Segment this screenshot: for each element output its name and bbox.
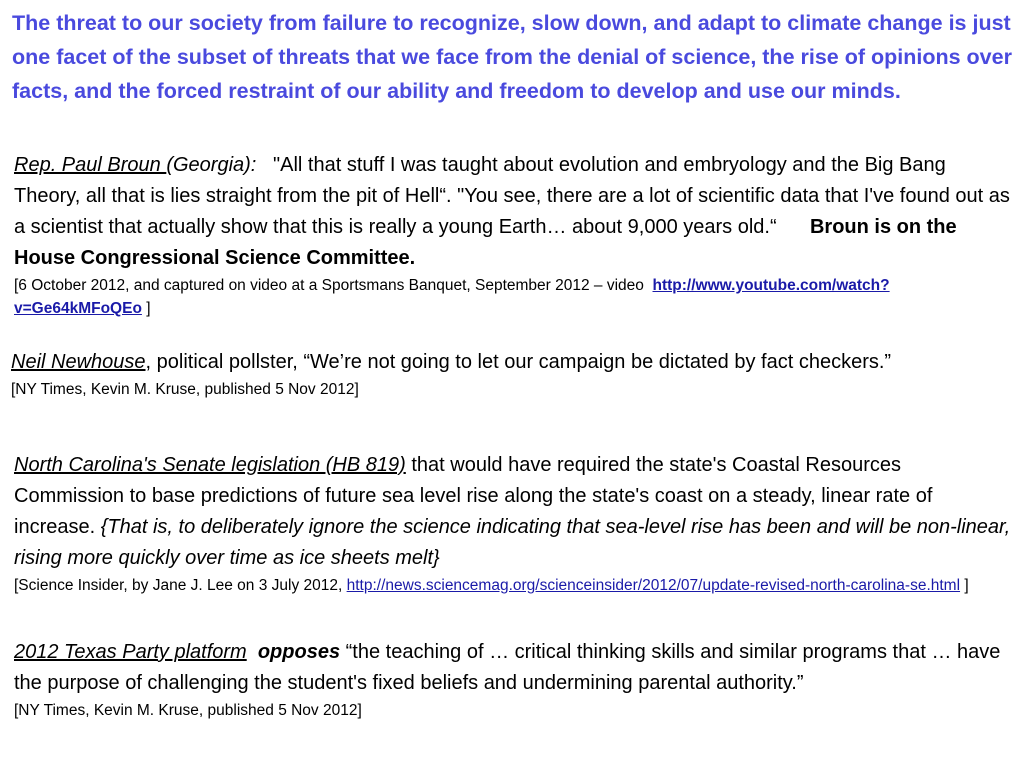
newhouse-citation: [NY Times, Kevin M. Kruse, published 5 Nov 2012]	[11, 381, 359, 398]
headline: The threat to our society from failure to recognize, slow down, and adapt to climate change is just one facet of the subset of threats that we face from the denial of science, the rise of opinions over facts, and the forced restraint of our ability and freedom to develop and use our minds.	[12, 11, 1012, 103]
broun-source-suffix: (Georgia):	[166, 154, 257, 176]
broun-citation-suffix: ]	[141, 300, 151, 317]
newhouse-quote	[11, 347, 1001, 378]
texas-quote-text: “the teaching of … critical thinking skills and similar programs that … have the purpose of challenging the student's fixed beliefs and undermining parental authority.”	[14, 641, 1001, 694]
broun-note: Broun is on the House Congressional Science Committee.	[14, 216, 957, 269]
nc-text	[14, 450, 1014, 574]
broun-quote-text: "All that stuff I was taught about evolution and embryology and the Big Bang Theory, all that is lies straight from the pit of Hell“. "You see, there are a lot of scientific data that I've found out as a scientist that actually show that this is really a young Earth… about 9,000 years old.“	[14, 154, 1010, 238]
texas-citation: [NY Times, Kevin M. Kruse, published 5 Nov 2012]	[14, 702, 362, 719]
quote-block-nc	[14, 450, 1014, 597]
broun-video-link[interactable]: http://www.youtube.com/watch?v=Ge64kMFoQEo	[14, 277, 890, 317]
nc-citation	[14, 574, 1014, 597]
quote-block-newhouse	[11, 347, 1001, 401]
broun-source: Rep. Paul Broun	[14, 154, 167, 176]
broun-citation	[14, 274, 1014, 320]
broun-quote	[14, 150, 1014, 274]
texas-source: 2012 Texas Party platform	[14, 641, 247, 663]
texas-verb: opposes	[257, 641, 341, 663]
nc-text-body: that would have required the state's Coastal Resources Commission to base predictions of future sea level rise along the state's coast on a steady, linear rate of increase.	[14, 454, 933, 538]
texas-quote	[14, 637, 1014, 699]
broun-citation-prefix: [6 October 2012, and captured on video at a Sportsmans Banquet, September 2012 – video	[14, 277, 649, 294]
quote-block-broun	[14, 150, 1014, 320]
nc-citation-suffix: ]	[960, 577, 969, 594]
nc-aside: {That is, to deliberately ignore the science indicating that sea-level rise has been and will be non-linear, rising more quickly over time as ice sheets melt}	[14, 516, 1011, 569]
newhouse-source: Neil Newhouse	[11, 351, 146, 373]
nc-citation-prefix: [Science Insider, by Jane J. Lee on 3 July 2012,	[14, 577, 347, 594]
nc-sciencemag-link[interactable]: http://news.sciencemag.org/scienceinsider/2012/07/update-revised-north-carolina-se.html	[346, 577, 961, 594]
newhouse-quote-text: , political pollster, “We’re not going to let our campaign be dictated by fact checkers.”	[145, 351, 892, 373]
quote-block-texas	[14, 637, 1014, 722]
nc-source: North Carolina's Senate legislation (HB 819)	[14, 454, 406, 476]
